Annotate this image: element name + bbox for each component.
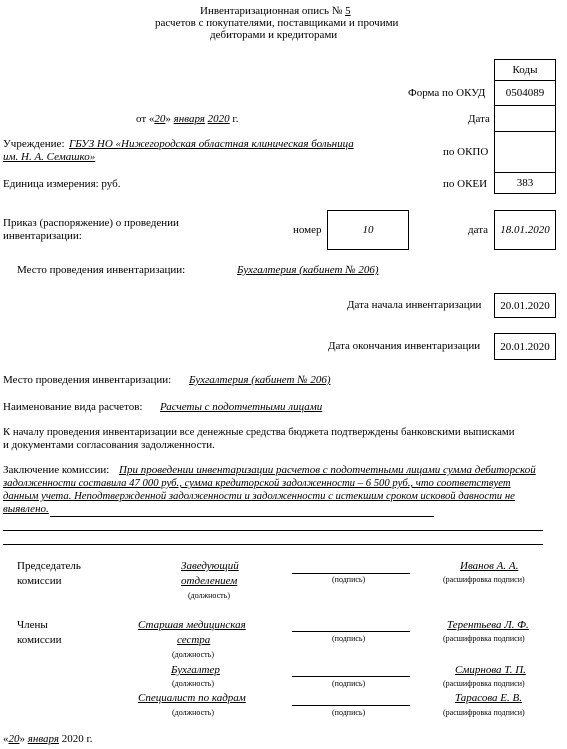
place2-label: Место проведения инвентаризации:: [3, 374, 172, 386]
conclusion-line-2: задолженности составила 47 000 руб., сумма кредиторской задолженности – 6 500 руб., что соответствует: [3, 477, 511, 489]
footer-date-month: января: [27, 733, 59, 745]
member2-position-caption: (должность): [172, 679, 214, 688]
institution-label: Учреждение:: [3, 138, 65, 150]
member2-decode-caption: (расшифровка подписи): [443, 679, 525, 688]
conclusion-label: Заключение комиссии:: [3, 464, 110, 476]
okei-value: 383: [516, 177, 534, 189]
chair-decode-caption: (расшифровка подписи): [443, 575, 525, 584]
date-year: 2020: [207, 113, 230, 125]
order-number-label: номер: [293, 224, 322, 236]
footer-date-prefix: «: [3, 733, 9, 745]
order-number-cell: [327, 210, 409, 250]
title-line-3: дебиторами и кредиторами: [210, 29, 338, 41]
member1-position-2: сестра: [177, 634, 211, 646]
doc-number: 5: [345, 5, 351, 17]
chair-position-1: Заведующий: [181, 560, 239, 572]
date-month: января: [173, 113, 205, 125]
date-cell: [494, 105, 556, 132]
member3-decode-caption: (расшифровка подписи): [443, 708, 525, 717]
title-line-2: расчетов с покупателями, поставщиками и прочими: [155, 17, 399, 29]
member1-decode-caption: (расшифровка подписи): [443, 634, 525, 643]
chair-signature-line: [292, 573, 410, 574]
member2-position: Бухгалтер: [171, 664, 220, 676]
date-day: 20: [154, 113, 166, 125]
member3-position-caption: (должность): [172, 708, 214, 717]
date-suffix: г.: [229, 113, 239, 125]
member1-position-1: Старшая медицинская: [138, 619, 246, 631]
blank-line-1: [3, 530, 543, 531]
member3-signature-caption: (подпись): [332, 708, 366, 717]
order-date-value: 18.01.2020: [500, 224, 550, 236]
member1-name: Терентьева Л. Ф.: [447, 619, 529, 631]
okpo-cell: [494, 131, 556, 173]
conclusion-line-1: При проведении инвентаризации расчетов с подотчетными лицами сумма дебиторской: [119, 464, 536, 476]
member3-position: Специалист по кадрам: [138, 692, 246, 704]
end-label: Дата окончания инвентаризации: [328, 340, 481, 352]
order-number-value: 10: [362, 224, 374, 236]
okei-cell: [494, 172, 556, 194]
order-label-1: Приказ (распоряжение) о проведении: [3, 217, 179, 229]
members-label-1: Члены: [17, 619, 48, 631]
okud-value: 0504089: [505, 87, 545, 99]
title-prefix: Инвентаризационная опись №: [200, 5, 343, 17]
calc-type-value: Расчеты с подотчетными лицами: [160, 401, 323, 413]
member3-signature-line: [292, 705, 410, 706]
member2-signature-caption: (подпись): [332, 679, 366, 688]
member1-signature-caption: (подпись): [332, 634, 366, 643]
okud-label: Форма по ОКУД: [408, 87, 486, 99]
codes-header: Коды: [512, 64, 538, 76]
end-value: 20.01.2020: [500, 340, 550, 353]
conclusion-line-4: выявлено.: [3, 503, 49, 515]
start-label: Дата начала инвентаризации: [347, 299, 482, 311]
member1-position-caption: (должность): [172, 650, 214, 659]
institution-line-2: им. Н. А. Семашко»: [3, 151, 96, 163]
footer-date-year: 2020: [61, 733, 84, 745]
chair-position-2: отделением: [181, 575, 238, 587]
start-cell: [494, 293, 556, 318]
okud-cell: [494, 80, 556, 106]
order-date-cell: [494, 210, 556, 250]
member3-name: Тарасова Е. В.: [455, 692, 522, 704]
member2-name: Смирнова Т. П.: [455, 664, 526, 676]
start-value: 20.01.2020: [500, 299, 550, 312]
unit-label: Единица измерения: руб.: [3, 178, 121, 190]
date-prefix: от «: [136, 113, 155, 125]
okpo-label: по ОКПО: [443, 146, 489, 158]
chair-position-caption: (должность): [188, 591, 230, 600]
members-label-2: комиссии: [17, 634, 62, 646]
blank-line-2: [3, 544, 543, 545]
footer-date-mid: »: [19, 733, 28, 745]
chair-label-2: комиссии: [17, 575, 62, 587]
okei-label: по ОКЕИ: [443, 178, 488, 190]
intro-line-1: К началу проведения инвентаризации все денежные средства бюджета подтверждены банковскими выписками: [3, 426, 515, 438]
chair-name: Иванов А. А.: [460, 560, 519, 572]
order-label-2: инвентаризации:: [3, 230, 82, 242]
member1-signature-line: [292, 631, 410, 632]
end-cell: [494, 333, 556, 360]
footer-date: [3, 733, 93, 746]
chair-label-1: Председатель: [17, 560, 81, 572]
codes-header-cell: [494, 59, 556, 81]
institution-line-1: ГБУЗ НО «Нижегородская областная клиническая больница: [69, 138, 354, 150]
date-label: Дата: [468, 113, 490, 125]
place1-value: Бухгалтерия (кабинет № 206): [237, 264, 379, 276]
chair-signature-caption: (подпись): [332, 575, 366, 584]
intro-line-2: и документами согласования задолженности.: [3, 439, 215, 451]
conclusion-line-3: данным учета. Неподтвержденной задолженности и задолженности с истекшим сроком исковой давности не: [3, 490, 515, 502]
member2-signature-line: [292, 676, 410, 677]
conclusion-underline-4: [50, 516, 434, 517]
place1-label: Место проведения инвентаризации:: [17, 264, 186, 276]
footer-date-suffix: г.: [83, 733, 93, 745]
calc-type-label: Наименование вида расчетов:: [3, 401, 143, 413]
doc-date: [136, 113, 238, 126]
date-mid: »: [165, 113, 174, 125]
place2-value: Бухгалтерия (кабинет № 206): [189, 374, 331, 386]
order-date-label: дата: [468, 224, 489, 236]
footer-date-day: 20: [8, 733, 20, 745]
